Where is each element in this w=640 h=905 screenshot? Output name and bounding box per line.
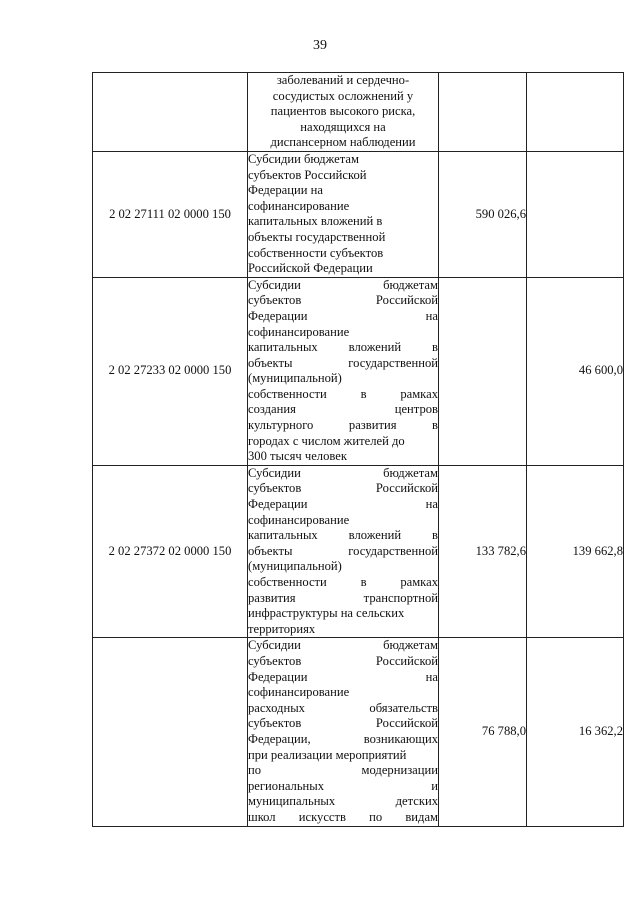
table-row [93, 151, 624, 277]
description-line: субъектов Российской [248, 293, 438, 308]
budget-code-cell: 2 02 27233 02 0000 150 [93, 277, 248, 465]
description-line: софинансирование [248, 685, 350, 700]
description-line: Субсидии бюджетам [248, 638, 438, 653]
description-cell [248, 277, 439, 465]
description-line: развития транспортной [248, 590, 438, 605]
budget-code-cell [93, 638, 248, 826]
description-line: субъектов Российской [248, 653, 438, 668]
description-line: Федерации на [248, 497, 438, 512]
description-line: Субсидии бюджетам [248, 277, 438, 292]
table-row [93, 638, 624, 826]
table-row [93, 277, 624, 465]
description-line: софинансирование [248, 324, 350, 339]
description-line: собственности в рамках [248, 386, 438, 401]
budget-code-cell [93, 73, 248, 152]
description-line: Федерации на [248, 669, 438, 684]
description-line: культурного развития в [248, 418, 438, 433]
amount-cell-2: 46 600,0 [527, 277, 624, 465]
amount-cell-2: 16 362,2 [527, 638, 624, 826]
table-row [93, 73, 624, 152]
description-line: 300 тысяч человек [248, 449, 347, 464]
amount-cell-2 [527, 73, 624, 152]
description-line: инфраструктуры на сельских [248, 606, 405, 621]
description-line: находящихся на [300, 119, 386, 134]
description-cell [248, 151, 439, 277]
description-line: объекты государственной [248, 355, 438, 370]
page-number: 39 [313, 38, 327, 53]
description-line: создания центров [248, 402, 438, 417]
amount-cell-2: 139 662,8 [527, 465, 624, 638]
description-line: капитальных вложений в [248, 214, 383, 229]
description-cell [248, 73, 439, 152]
description-line: пациентов высокого риска, [270, 104, 416, 119]
description-line: Субсидии бюджетам [248, 151, 359, 166]
description-line: софинансирование [248, 198, 350, 213]
description-line: диспансерном наблюдении [270, 135, 416, 150]
description-line: школ искусств по видам [248, 809, 438, 824]
budget-code-cell: 2 02 27372 02 0000 150 [93, 465, 248, 638]
description-line: Субсидии бюджетам [248, 465, 438, 480]
budget-table-body [93, 73, 624, 827]
amount-cell-1 [439, 73, 527, 152]
description-line: субъектов Российской [248, 481, 438, 496]
description-line: по модернизации [248, 763, 438, 778]
amount-cell-2 [527, 151, 624, 277]
description-line: Федерации на [248, 183, 323, 198]
description-line: софинансирование [248, 512, 350, 527]
amount-cell-1: 133 782,6 [439, 465, 527, 638]
budget-code-cell: 2 02 27111 02 0000 150 [93, 151, 248, 277]
description-line: сосудистых осложнений у [272, 88, 414, 103]
description-line: городах с числом жителей до [248, 433, 405, 448]
description-line: капитальных вложений в [248, 528, 438, 543]
description-line: при реализации мероприятий [248, 747, 407, 762]
description-line: субъектов Российской [248, 716, 438, 731]
description-line: Российской Федерации [248, 261, 373, 276]
description-line: Федерации, возникающих [248, 731, 438, 746]
amount-cell-1 [439, 277, 527, 465]
description-cell [248, 465, 439, 638]
description-line: муниципальных детских [248, 794, 438, 809]
table-row [93, 465, 624, 638]
description-line: Федерации на [248, 308, 438, 323]
description-line: региональных и [248, 778, 438, 793]
description-line: капитальных вложений в [248, 340, 438, 355]
description-line: субъектов Российской [248, 167, 367, 182]
description-line: объекты государственной [248, 229, 386, 244]
description-line: (муниципальной) [248, 371, 342, 386]
description-line: (муниципальной) [248, 559, 342, 574]
description-line: расходных обязательств [248, 700, 438, 715]
description-cell [248, 638, 439, 826]
amount-cell-1: 76 788,0 [439, 638, 527, 826]
description-line: собственности в рамках [248, 575, 438, 589]
budget-table [92, 72, 624, 827]
description-line: заболеваний и сердечно- [276, 73, 410, 87]
description-line: территориях [248, 621, 316, 636]
amount-cell-1: 590 026,6 [439, 151, 527, 277]
description-line: объекты государственной [248, 543, 438, 558]
description-line: собственности субъектов [248, 245, 384, 260]
